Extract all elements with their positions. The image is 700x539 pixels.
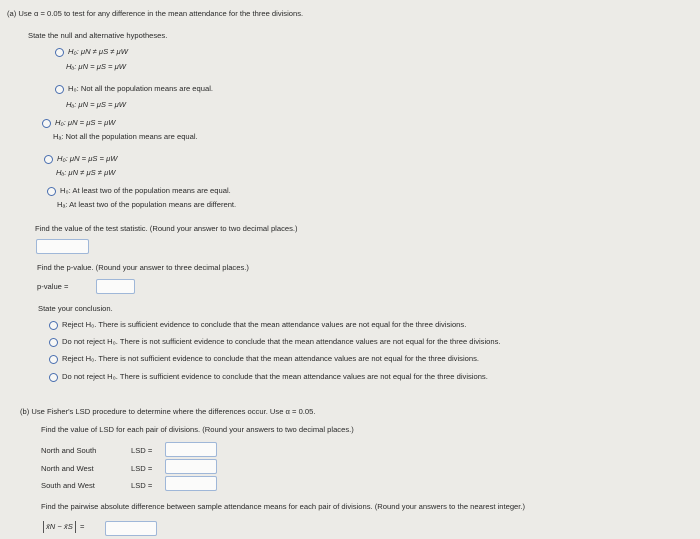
radio-icon[interactable] <box>49 321 58 330</box>
option-1-ha: Hₐ: μN = μS = μW <box>66 62 126 71</box>
option-4-h0: H₀: μN = μS = μW <box>57 154 118 163</box>
test-statistic-prompt: Find the value of the test statistic. (Round your answer to two decimal places.) <box>35 224 298 233</box>
lsd-input-south-west[interactable] <box>165 476 217 491</box>
conclusion-prompt: State your conclusion. <box>38 304 113 313</box>
option-5-ha: Hₐ: At least two of the population means are different. <box>57 200 237 209</box>
option-1-h0: H₀: μN ≠ μS ≠ μW <box>68 47 128 56</box>
radio-icon[interactable] <box>49 338 58 347</box>
radio-icon[interactable] <box>55 48 64 57</box>
diff-eq-sign: = <box>79 522 85 531</box>
diff-expr-text: x̄N − x̄S <box>46 522 73 531</box>
abs-bar-right <box>75 521 76 533</box>
lsd-prompt: Find the value of LSD for each pair of divisions. (Round your answers to two decimal places.) <box>41 425 354 434</box>
pair-label-north-west: North and West <box>41 464 94 473</box>
hypothesis-option-5[interactable] <box>47 186 231 196</box>
conclusion-1-text: Reject H₀. There is sufficient evidence to conclude that the mean attendance values are not equal for the three divisions. <box>62 320 467 329</box>
lsd-label-north-west: LSD = <box>131 464 153 473</box>
pvalue-prompt: Find the p-value. (Round your answer to three decimal places.) <box>37 263 249 272</box>
abs-bar-left <box>43 521 44 533</box>
conclusion-option-1[interactable] <box>49 320 466 330</box>
radio-icon[interactable] <box>44 155 53 164</box>
radio-icon[interactable] <box>42 119 51 128</box>
conclusion-option-4[interactable] <box>49 372 488 382</box>
option-4-ha: Hₐ: μN ≠ μS ≠ μW <box>56 168 116 177</box>
lsd-input-north-west[interactable] <box>165 459 217 474</box>
lsd-input-north-south[interactable] <box>165 442 217 457</box>
hypothesis-option-2[interactable] <box>55 84 213 94</box>
conclusion-3-text: Reject H₀. There is not sufficient evidence to conclude that the mean attendance values are not equal for the three divisions. <box>62 354 479 363</box>
conclusion-option-3[interactable] <box>49 354 479 364</box>
part-a-question: (a) Use α = 0.05 to test for any difference in the mean attendance for the three divisions. <box>7 9 304 18</box>
option-3-h0: H₀: μN = μS = μW <box>55 118 116 127</box>
conclusion-4-text: Do not reject H₀. There is sufficient evidence to conclude that the mean attendance values are not equal for the three divisions. <box>62 372 488 381</box>
hypothesis-option-1[interactable] <box>55 47 128 57</box>
hypothesis-option-4[interactable] <box>44 154 117 164</box>
pvalue-label: p-value = <box>37 282 69 291</box>
test-statistic-input[interactable] <box>36 239 89 254</box>
pairwise-diff-prompt: Find the pairwise absolute difference between sample attendance means for each pair of divisions. (Round your answers to the nearest integer.) <box>41 502 526 511</box>
conclusion-2-text: Do not reject H₀. There is not sufficient evidence to conclude that the mean attendance values are not equal for the three divisions. <box>62 337 501 346</box>
radio-icon[interactable] <box>47 187 56 196</box>
conclusion-option-2[interactable] <box>49 337 501 347</box>
radio-icon[interactable] <box>55 85 64 94</box>
option-3-ha: Hₐ: Not all the population means are equal. <box>53 132 198 141</box>
lsd-label-south-west: LSD = <box>131 481 153 490</box>
hypothesis-option-3[interactable] <box>42 118 115 128</box>
state-hypotheses-label: State the null and alternative hypotheses. <box>28 31 168 40</box>
pair-label-south-west: South and West <box>41 481 95 490</box>
pvalue-input[interactable] <box>96 279 135 294</box>
radio-icon[interactable] <box>49 373 58 382</box>
option-5-h0: H₀: At least two of the population means are equal. <box>60 186 231 195</box>
radio-icon[interactable] <box>49 355 58 364</box>
lsd-label-north-south: LSD = <box>131 446 153 455</box>
option-2-h0: H₀: Not all the population means are equal. <box>68 84 213 93</box>
pair-label-north-south: North and South <box>41 446 97 455</box>
diff-expression <box>41 521 84 533</box>
option-2-ha: Hₐ: μN = μS = μW <box>66 100 126 109</box>
part-b-question: (b) Use Fisher's LSD procedure to determine where the differences occur. Use α = 0.05. <box>20 407 316 416</box>
diff-input-north-south[interactable] <box>105 521 157 536</box>
